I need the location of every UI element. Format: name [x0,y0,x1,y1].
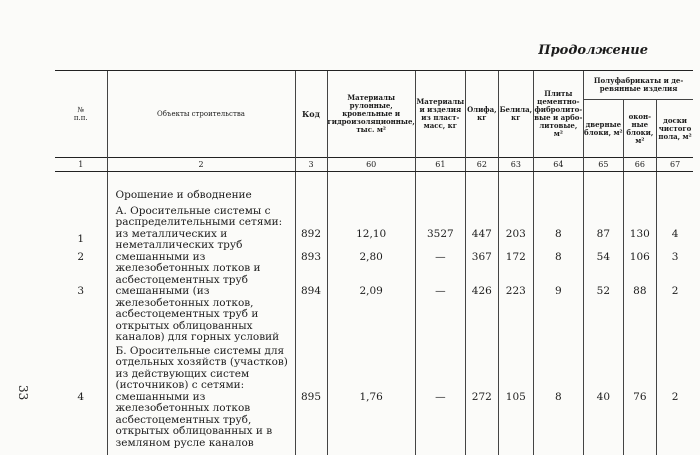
table-row [55,229,693,252]
header-code: Код [295,71,327,158]
row-belila: 203 [498,229,533,252]
row-code: 894 [295,286,327,344]
header-olifa: Олифа, кг [465,71,498,158]
row-olifa: 426 [465,286,498,344]
subsection-b: Б. Оросительные системы для отдельных хозяйств (участков) из действующих систем (источников) с сетями: [107,344,295,392]
row-plastic: 3527 [415,229,465,252]
row-olifa: 272 [465,392,498,455]
row-code: 892 [295,229,327,252]
header-roll-materials: Материалы рулонные, кровельные и гидроизоляционные, тыс. м² [327,71,415,158]
header-no: № п.п. [55,71,107,158]
header-belila: Белила, кг [498,71,533,158]
row-number: 3 [55,286,107,344]
row-doors: 52 [583,286,623,344]
row-windows: 88 [623,286,656,344]
row-plastic: — [415,286,465,344]
col-number-60: 60 [327,158,415,172]
continuation-label: Продолжение [538,43,648,58]
table-row [55,286,693,344]
header-objects: Объекты строительства [107,71,295,158]
col-number-65: 65 [583,158,623,172]
header-plastic: Материалы и изделия из пласт-масс, кг [415,71,465,158]
col-number-2: 2 [107,158,295,172]
col-number-61: 61 [415,158,465,172]
row-object: смешанными (из железобетонных лотков, асбестоцементных труб и открытых облицованных каналов) для горных условий [107,286,295,344]
row-belila: 105 [498,392,533,455]
row-windows: 76 [623,392,656,455]
subsection-a: А. Оросительные системы с распределительными сетями: [107,202,295,229]
table-row [55,252,693,287]
col-number-63: 63 [498,158,533,172]
row-belila: 172 [498,252,533,287]
row-plates: 8 [533,252,583,287]
row-boards: 3 [656,252,693,287]
materials-table [55,70,693,455]
row-number: 4 [55,392,107,455]
row-roll: 1,76 [327,392,415,455]
header-wood-group: Полуфабрикаты и де-ревянные изделия [583,71,693,100]
col-number-66: 66 [623,158,656,172]
col-number-64: 64 [533,158,583,172]
row-number: 1 [55,229,107,252]
row-plastic: — [415,252,465,287]
col-number-1: 1 [55,158,107,172]
row-boards: 2 [656,392,693,455]
row-olifa: 447 [465,229,498,252]
col-number-3: 3 [295,158,327,172]
row-doors: 54 [583,252,623,287]
row-windows: 130 [623,229,656,252]
row-plates: 8 [533,229,583,252]
row-doors: 87 [583,229,623,252]
row-roll: 2,80 [327,252,415,287]
row-belila: 223 [498,286,533,344]
page-number: 33 [16,385,30,400]
row-number: 2 [55,252,107,287]
col-number-67: 67 [656,158,693,172]
row-windows: 106 [623,252,656,287]
row-plates: 9 [533,286,583,344]
table-row [55,392,693,455]
header-windows: окон-ные блоки, м² [623,100,656,158]
row-doors: 40 [583,392,623,455]
row-object: из металлических и неметаллических труб [107,229,295,252]
row-boards: 2 [656,286,693,344]
row-roll: 12,10 [327,229,415,252]
col-number-62: 62 [465,158,498,172]
row-code: 893 [295,252,327,287]
row-plastic: — [415,392,465,455]
row-boards: 4 [656,229,693,252]
row-object: смешанными из железобетонных лотков асбестоцементных труб, открытых облицованных и в земляном русле каналов [107,392,295,455]
header-plates: Плиты цементно-фибролито-вые и арбо-литовые, м² [533,71,583,158]
row-plates: 8 [533,392,583,455]
row-object: смешанными из железобетонных лотков и асбестоцементных труб [107,252,295,287]
header-doors: дверные блоки, м² [583,100,623,158]
row-roll: 2,09 [327,286,415,344]
row-code: 895 [295,392,327,455]
row-olifa: 367 [465,252,498,287]
header-boards: доски чистого пола, м² [656,100,693,158]
section-title: Орошение и обводнение [107,172,295,202]
